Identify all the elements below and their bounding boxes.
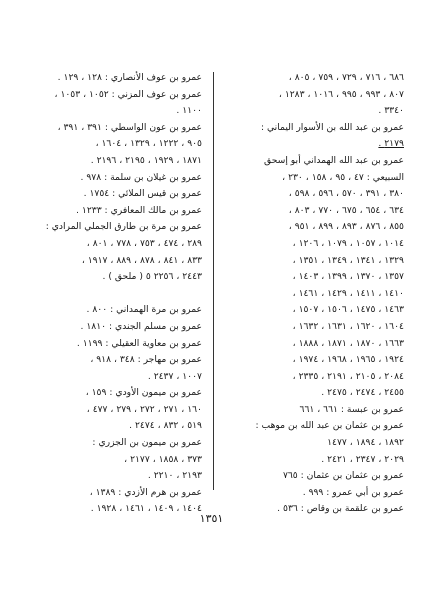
index-line: ٦٨٦ ، ٧١٦ ، ٧٢٩ ، ٧٥٩ ، ٨٠٥ ، (288, 72, 404, 83)
index-line: عمرو بن عثمان بن عبد الله بن موهب : (255, 420, 404, 432)
index-line (22, 286, 202, 303)
index-line: ٢٤٥٥ ، ٢٤٧٤ ، ٢٤٧٥ . (321, 387, 404, 399)
index-line: عمرو بن عبد الله بن الأسوار اليماني : (260, 121, 404, 133)
index-line: ١٩٢٤ ، ١٩٦٥ ، ١٩٦٨ ، ١٩٧٤ ، (292, 354, 404, 366)
index-line: ٦٣٤ ، ٦٥٤ ، ٦٧٥ ، ٧٧٠ ، ٨٠٣ ، (288, 204, 404, 216)
index-line: ١٦٠٤ ، ١٦٢٠ ، ١٦٣١ ، ١٦٣٢ ، (292, 320, 404, 332)
index-line: ٨٥٥ ، ٨٧٦ ، ٨٩٣ ، ٨٩٩ ، ٩٥١ ، (288, 221, 404, 233)
index-line: عمرو بن ميمون بن الجزري : (92, 437, 202, 449)
index-line: ٥١٩ ، ٨٣٢ ، ٢٤٧٤ . (129, 420, 202, 432)
index-line: ٣٧٣ ، ١٨٥٨ ، ٢١٧٧ ، (124, 453, 202, 465)
column-divider (213, 72, 214, 490)
right-column (224, 70, 404, 518)
index-line: ٨٣٣ ، ٨٤١ ، ٨٧٨ ، ٨٨٩ ، ١٩١٧ ، (81, 254, 202, 266)
index-line: عمرو بن ميمون الأودي : ١٥٩ ، (85, 387, 202, 399)
index-line: عمرو بن مرة بن طارق الجملي المرادي : (45, 221, 202, 233)
index-line: ٢٤٤٣ ، ٢٢٥٦ ٥ ( ملحق ) . (102, 271, 202, 283)
index-line: عمرو بن مرة الهمداني : ٨٠٠ . (86, 304, 202, 316)
index-line: ١٠١٤ ، ١٠٥٧ ، ١٠٧٩ ، ١٢٠٦ ، (292, 237, 404, 249)
index-line: ٩٠٥ ، ١٢٢٢ ، ١٣٢٩ ، ١٦٠٤ ، (95, 138, 202, 150)
index-line: عمرو بن مهاجر : ٣٤٨ ، ٩١٨ ، (90, 354, 202, 366)
index-line: عمرو بن مالك المعافري : ١٢٣٣ . (76, 204, 202, 216)
index-line: ١٦٦٣ ، ١٨٧٠ ، ١٨٧١ ، ١٨٨٨ ، (292, 337, 404, 349)
index-line: عمرو بن عثمان بن عثمان : ٧٦٥ (282, 470, 404, 482)
index-line: ٢١٧٩ . (378, 138, 404, 150)
index-line: عمرو بن معاوية العقيلي : ١١٩٩ . (76, 337, 202, 349)
index-line: ١٤٦٣ ، ١٤٧٥ ، ١٥٠٦ ، ١٥٠٧ ، (292, 304, 404, 316)
index-line: عمرو بن علقمة بن وقاص : ٥٣٦ . (277, 503, 404, 515)
index-line: ٢٨٩ ، ٤٧٤ ، ٧٥٣ ، ٧٧٨ ، ٨٠١ ، (86, 237, 202, 249)
index-line: ١٣٥٧ ، ١٣٧٠ ، ١٣٩٩ ، ١٤٠٣ ، (292, 271, 404, 283)
index-line: ١٤٠٤ ، ١٤٠٩ ، ١٤٦١ ، ١٩٢٨ . (90, 503, 202, 515)
index-line: عمرو بن عبسة : ٦٦١ ، ٦٦١ (299, 403, 404, 415)
index-line: ٢٠٢٩ ، ٢٣٤٧ ، ٢٤٢١ . (321, 453, 404, 465)
index-line: ٨٠٧ ، ٩٩٣ ، ٩٩٥ ، ١٠١٦ ، ١٢٨٣ ، (278, 88, 404, 100)
index-line: عمرو بن مسلم الجندي : ١٨١٠ . (80, 320, 202, 332)
index-line: ١٨٧١ ، ١٩٢٩ ، ٢١٩٥ ، ٢١٩٦ . (90, 154, 202, 166)
index-line: ١٣٢٩ ، ١٣٤١ ، ١٣٤٩ ، ١٣٥١ ، (292, 254, 404, 266)
page-number: ١٣٥١ (199, 512, 224, 525)
index-line: ١٠٠٧ ، ٢٤٣٧ . (147, 370, 202, 382)
index-line: عمرو بن غيلان بن سلمة : ٩٧٨ . (80, 171, 202, 183)
index-line: ١٨٩٢ ، ١٨٩٤ ، ١٤٧٧ (327, 437, 404, 449)
index-line: ٣٨٠ ، ٣٩١ ، ٥٧٠ ، ٥٩٦ ، ٥٩٨ ، (288, 188, 404, 200)
index-line: ٢١٩٣ ، ٢٢١٠ . (147, 470, 202, 482)
index-line: عمرو بن عبد الله الهمداني أبو إسحق (264, 154, 404, 166)
index-line: عمرو بن أبي عمرو : ٩٩٩ . (302, 486, 404, 498)
index-line: عمرو بن عوف المزني : ١٠٥٢ ، ١٠٥٣ ، (54, 88, 202, 100)
index-line: ١٦٠ ، ٢٧١ ، ٢٧٢ ، ٢٧٩ ، ٤٧٧ ، (86, 403, 202, 415)
index-line: ١١٠٠ . (176, 105, 202, 117)
index-line: عمرو بن عوف الأنصاري : ١٢٨ ، ١٢٩ . (57, 72, 202, 83)
left-column (22, 70, 202, 518)
index-line: ٣٣٤٠ . (378, 105, 404, 117)
index-line: ١٤١٠ ، ١٤١١ ، ١٤٢٩ ، ١٤٦١ ، (292, 287, 404, 299)
index-line: ٢٠٨٤ ، ٢١٠٥ ، ٢١٩١ ، ٢٣٣٥ ، (292, 370, 404, 382)
index-line: السبيعي : ٤٧ ، ٩٥ ، ١٥٨ ، ٢٣٠ ، (282, 171, 404, 183)
index-line: عمرو بن عون الواسطي : ٣٩١ ، ٣٩١ ، (57, 121, 202, 133)
index-line: عمرو بن هرم الأزدي : ١٣٨٩ ، (89, 486, 202, 498)
index-line: عمرو بن قيس الملائي : ١٧٥٤ . (83, 188, 202, 200)
